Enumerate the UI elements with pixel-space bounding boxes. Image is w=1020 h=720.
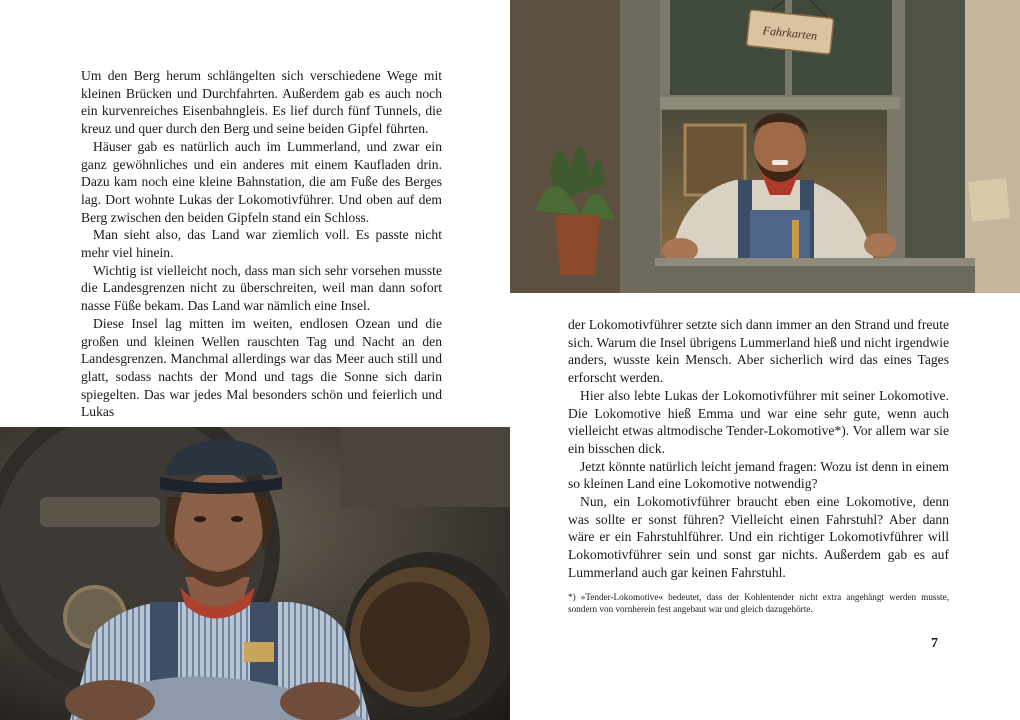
footnote: *) »Tender-Lokomotive« bedeutet, dass der Kohlentender nicht extra angehängt werden musste, sondern von vornherein fest angebaut war und gleich dazugehörte. [568,592,949,614]
ticket-sign-text: Fahrkarten [762,23,818,43]
paragraph: Man sieht also, das Land war ziemlich voll. Es passte nicht mehr viel hinein. [81,227,442,261]
paragraph: der Lokomotivführer setzte sich dann immer an den Strand und freute sich. Warum die Insel übrigens Lummerland hieß und nicht irgendwie anders, wusste kein Mensch. Aber sicherlich wird das eines Tages erforscht werden. [568,317,949,386]
paragraph: Diese Insel lag mitten im weiten, endlosen Ozean und die großen und kleinen Wellen rauschten Tag und Nacht an den Landesgrenzen. Manchmal allerdings war das Meer auch still und glatt, sodass nachts der Mond und tags die Sonne sich darin spiegelten. Das war jedes Mal besonders schön und feierlich und Lukas [81,315,442,420]
page-number: 7 [931,636,938,651]
photo-lukas-locomotive [0,427,510,720]
paragraph: Wichtig ist vielleicht noch, dass man sich sehr vorsehen musste die Landesgrenzen nicht zu überschreiten, weil man dann sofort nasse Füße bekam. Das Land war nämlich eine Insel. [81,262,442,314]
right-page [510,0,1020,720]
paragraph: Jetzt könnte natürlich leicht jemand fragen: Wozu ist denn in einem so kleinen Land eine Lokomotive notwendig? [568,458,949,492]
left-page-text [81,67,442,421]
paragraph: Häuser gab es natürlich auch im Lummerland, und zwar ein ganz gewöhnliches und ein anderes mit einem Kaufladen drin. Dazu kam noch eine kleine Bahnstation, die am Fuße des Berges lag. Dort wohnte Lukas der Lokomotivführer. Und oben auf dem Berg zwischen den beiden Gipfeln stand ein Schloss. [81,138,442,225]
right-page-text [568,316,949,582]
photo-ticket-window [510,0,1020,293]
paragraph: Um den Berg herum schlängelten sich verschiedene Wege mit kleinen Brücken und Durchfahrten. Außerdem gab es auch noch ein kurvenreiches Eisenbahngleis. Es lief durch fünf Tunnels, die kreuz und quer durch den Berg und seine beiden Gipfel führten. [81,68,442,137]
paragraph: Nun, ein Lokomotivführer braucht eben eine Lokomotive, denn was sollte er sonst führen? Vielleicht einen Fahrstuhl? Aber dann wäre er ein Fahrstuhlführer. Und ein richtiger Lokomotivführer will Lokomotivführer sein und sonst gar nichts. Außerdem gab es auf Lummerland auch gar keinen Fahrstuhl. [568,494,949,580]
paragraph: Hier also lebte Lukas der Lokomotivführer mit seiner Lokomotive. Die Lokomotive hieß Emma und war eine sehr gute, wenn auch vielleicht etwas altmodische Tender-Lokomotive*). Vor allem war sie ein bisschen dick. [568,387,949,456]
